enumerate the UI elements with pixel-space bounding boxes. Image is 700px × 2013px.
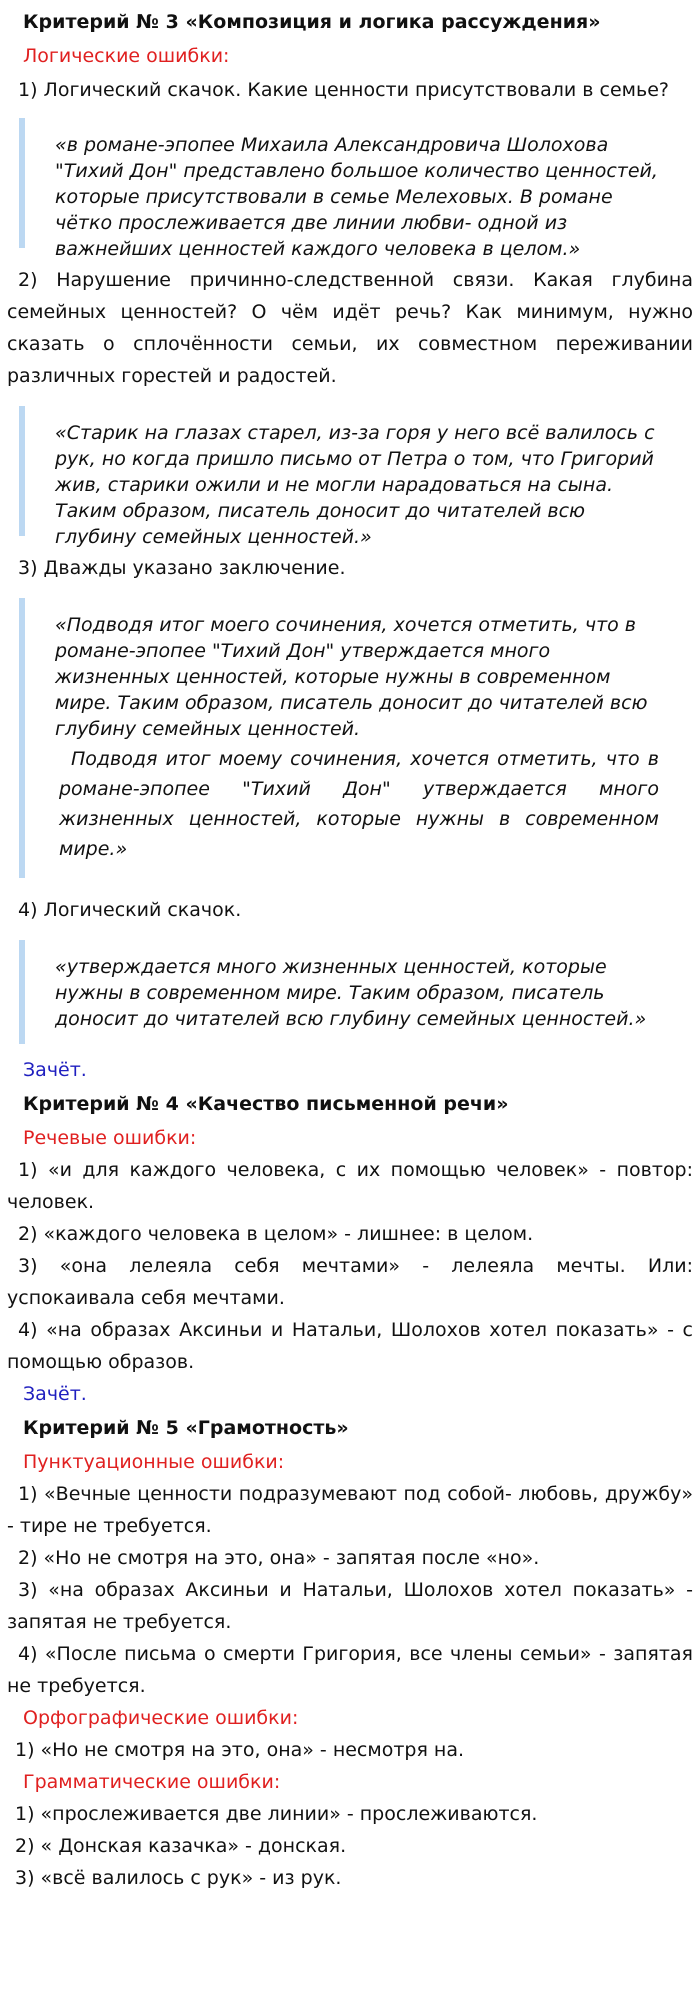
c5-gram-3: 3) «всё валилось с рук» - из рук.: [15, 1867, 342, 1889]
c5-gram-1: 1) «прослеживается две линии» - прослеживаются.: [15, 1803, 538, 1825]
c5-punct-4: 4) «После письма о смерти Григория, все члены семьи» - запятая не требуется.: [7, 1643, 693, 1697]
c4-item-2: 2) «каждого человека в целом» - лишнее: в целом.: [18, 1223, 534, 1245]
c3-result: Зачёт.: [23, 1059, 87, 1081]
c3-item-3: 3) Дважды указано заключение.: [18, 557, 346, 579]
criterion-4-title: Критерий № 4 «Качество письменной речи»: [23, 1093, 509, 1115]
criterion-5-title: Критерий № 5 «Грамотность»: [23, 1417, 349, 1439]
speech-errors-label: Речевые ошибки:: [23, 1127, 197, 1149]
punctuation-errors-label: Пунктуационные ошибки:: [23, 1451, 285, 1473]
quote-3-part-1: «Подводя итог моего сочинения, хочется отметить, что в романе-эпопее "Тихий Дон" утверждается много жизненных ценностей, которые нужны в современном мире. Таким образом, писатель доносит до читателей всю глубину семейных ценностей.: [55, 614, 648, 740]
c5-punct-3: 3) «на образах Аксиньи и Натальи, Шолохов хотел показать» - запятая не требуется.: [7, 1579, 693, 1633]
c3-item-1: 1) Логический скачок. Какие ценности присутствовали в семье?: [18, 79, 669, 101]
quote-1: «в романе-эпопее Михаила Александровича Шолохова "Тихий Дон" представлено большое количество ценностей, которые присутствовали в семье Мелеховых. В романе чётко прослеживается две линии любви- одной из важнейших ценностей каждого человека в целом.»: [19, 118, 693, 248]
orthography-errors-label: Орфографические ошибки:: [23, 1707, 299, 1729]
c5-punct-1: 1) «Вечные ценности подразумевают под собой- любовь, дружбу» - тире не требуется.: [7, 1483, 693, 1537]
criterion-3-title: Критерий № 3 «Композиция и логика рассуждения»: [23, 11, 601, 33]
quote-3: [19, 598, 693, 878]
c3-item-4: 4) Логический скачок.: [18, 899, 242, 921]
c4-item-4: 4) «на образах Аксиньи и Натальи, Шолохов хотел показать» - с помощью образов.: [7, 1319, 693, 1373]
c5-punct-2: 2) «Но не смотря на это, она» - запятая после «но».: [18, 1547, 540, 1569]
quote-2: «Старик на глазах старел, из-за горя у него всё валилось с рук, но когда пришло письмо от Петра о том, что Григорий жив, старики ожили и не могли нарадоваться на сына. Таким образом, писатель доносит до читателей всю глубину семейных ценностей.»: [19, 406, 693, 536]
c5-gram-2: 2) « Донская казачка» - донская.: [15, 1835, 347, 1857]
c4-item-1: 1) «и для каждого человека, с их помощью человек» - повтор: человек.: [7, 1159, 693, 1213]
c4-item-3: 3) «она лелеяла себя мечтами» - лелеяла мечты. Или: успокаивала себя мечтами.: [7, 1255, 693, 1309]
quote-3-part-2: Подводя итог моему сочинения, хочется отметить, что в романе-эпопее "Тихий Дон" утверждается много жизненных ценностей, которые нужны в современном мире.»: [59, 748, 659, 860]
quote-4: «утверждается много жизненных ценностей, которые нужны в современном мире. Таким образом, писатель доносит до читателей всю глубину семейных ценностей.»: [19, 940, 693, 1044]
c3-item-2: 2) Нарушение причинно-следственной связи. Какая глубина семейных ценностей? О чём идёт речь? Как минимум, нужно сказать о сплочённости семьи, их совместном переживании различных горестей и радостей.: [7, 269, 693, 387]
grammar-errors-label: Грамматические ошибки:: [23, 1771, 281, 1793]
c4-result: Зачёт.: [23, 1383, 87, 1405]
logic-errors-label: Логические ошибки:: [23, 45, 230, 67]
c5-orth-1: 1) «Но не смотря на это, она» - несмотря на.: [15, 1739, 465, 1761]
